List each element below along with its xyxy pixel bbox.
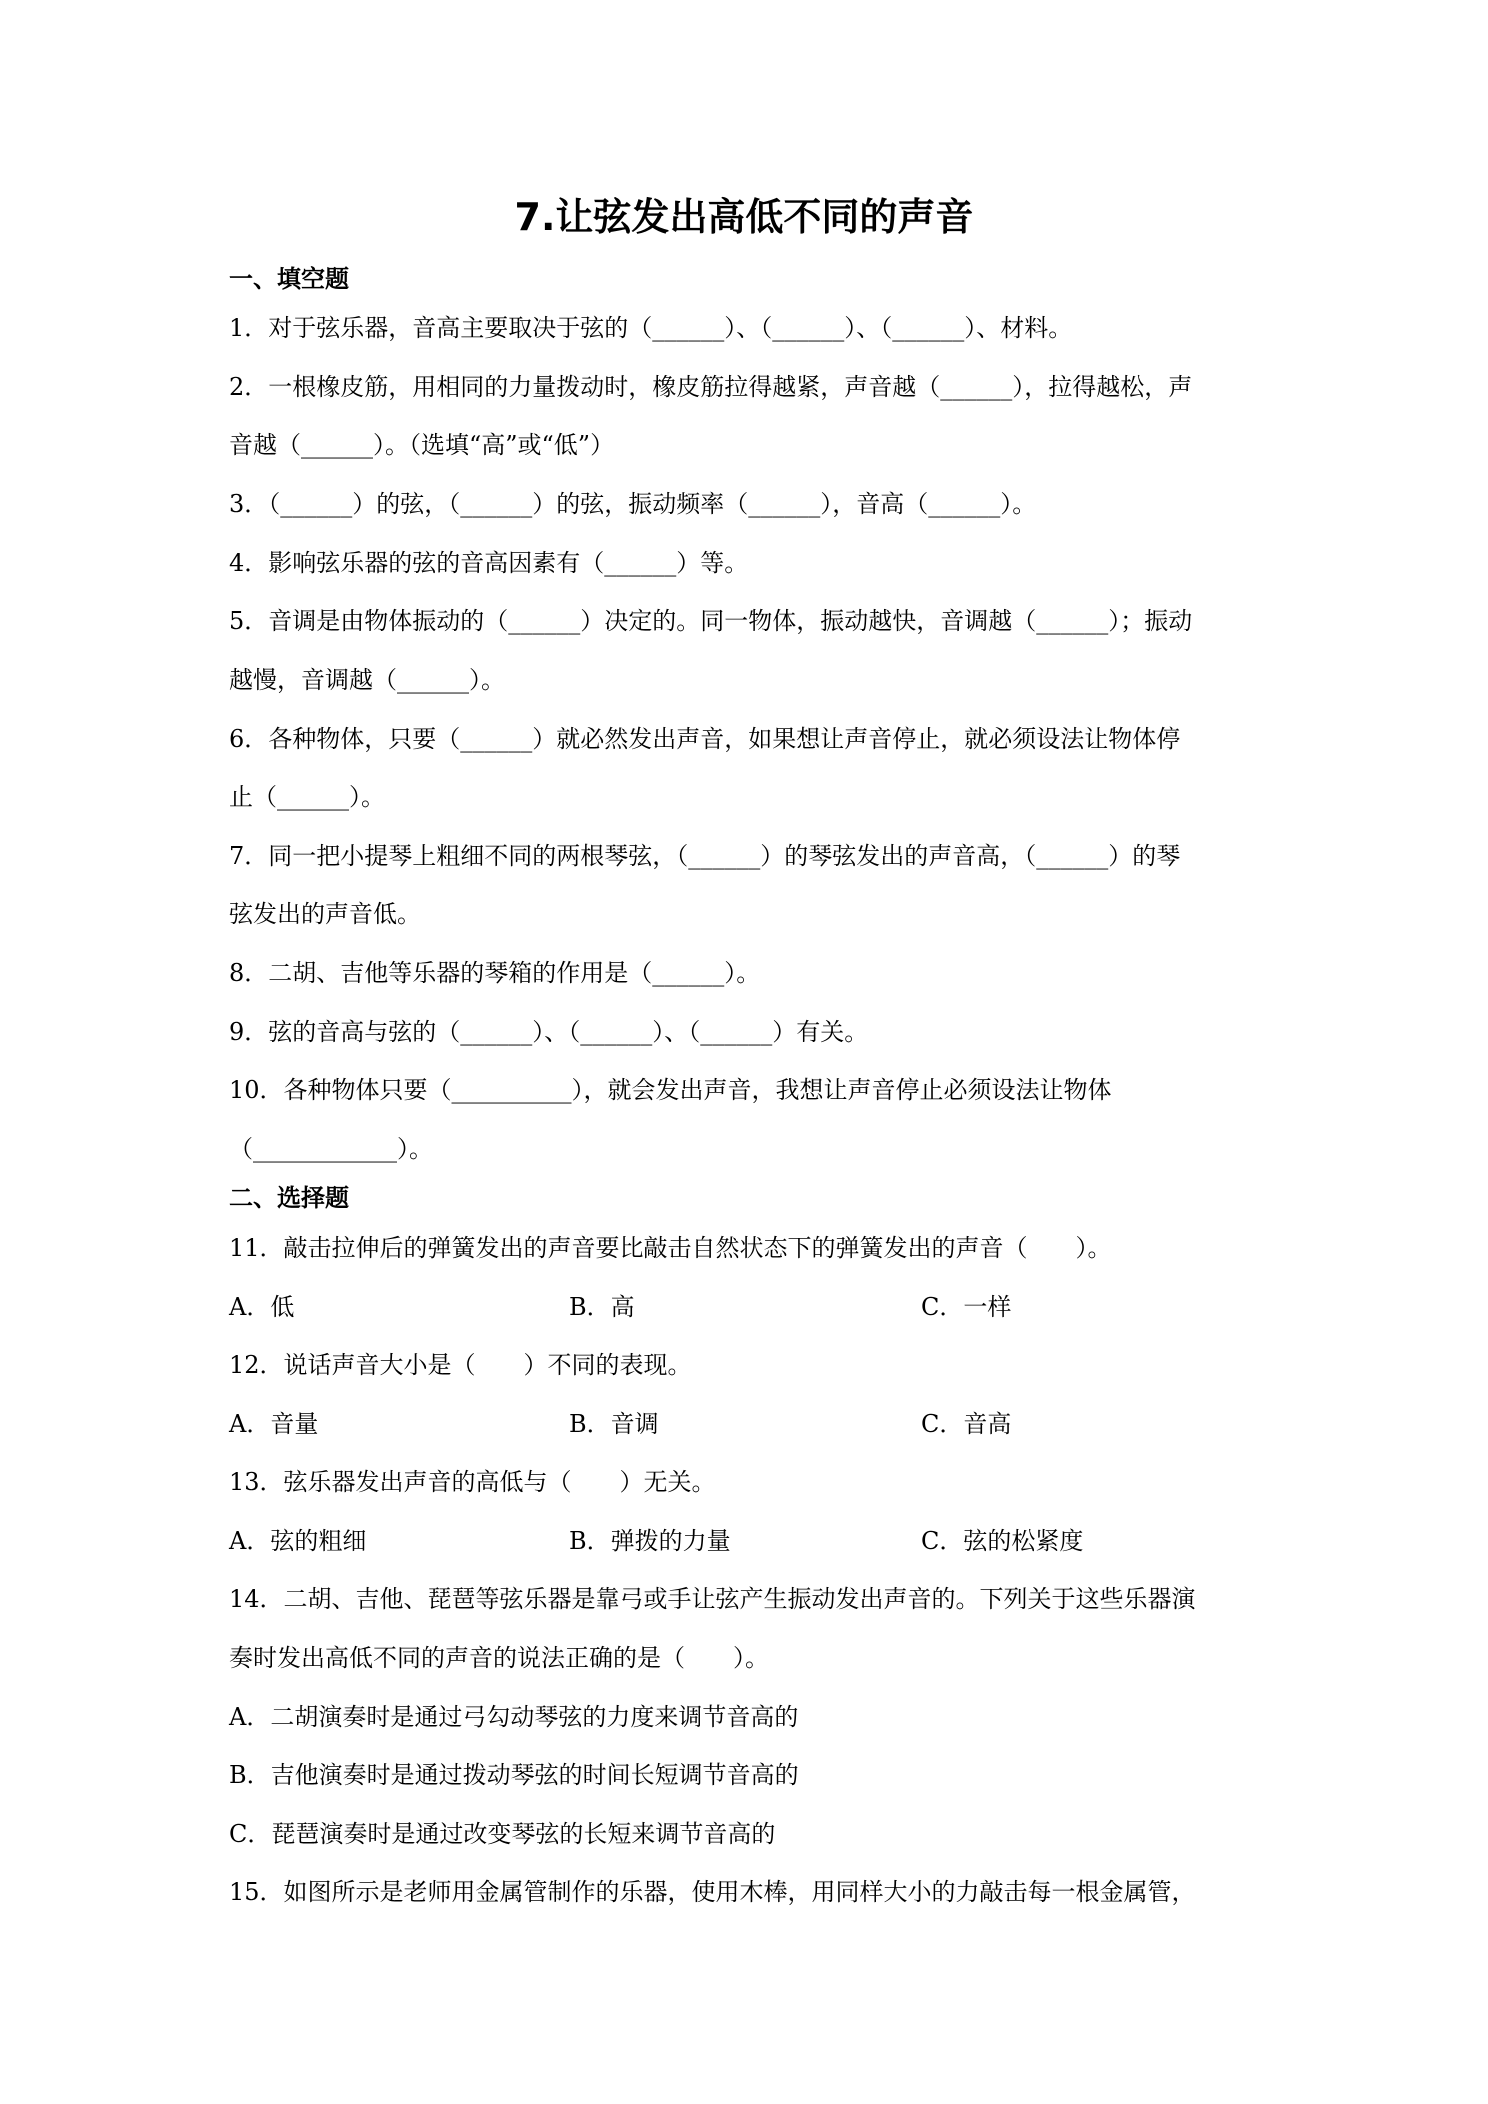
- question-line: 3．（______）的弦，（______）的弦，振动频率（______），音高（______）。: [229, 490, 1037, 518]
- question-line: 9．弦的音高与弦的（______）、（______）、（______）有关。: [229, 1018, 869, 1046]
- option-c: C．琵琶演奏时是通过改变琴弦的长短来调节音高的: [229, 1820, 776, 1848]
- option-b: B．吉他演奏时是通过拨动琴弦的时间长短调节音高的: [229, 1761, 799, 1789]
- option-a: A．音量: [229, 1410, 319, 1438]
- question-line: （____________）。: [229, 1135, 433, 1163]
- question-line: 8．二胡、吉他等乐器的琴箱的作用是（______）。: [229, 959, 761, 987]
- page-title: 7.让弦发出高低不同的声音: [514, 195, 974, 239]
- question-stem: 13．弦乐器发出声音的高低与（ ）无关。: [229, 1468, 716, 1496]
- option-c: C．弦的松紧度: [921, 1527, 1084, 1555]
- option-a: A．二胡演奏时是通过弓勾动琴弦的力度来调节音高的: [229, 1703, 799, 1731]
- question-line: 4．影响弦乐器的弦的音高因素有（______）等。: [229, 549, 749, 577]
- section-heading-choice: 二、选择题: [229, 1184, 349, 1212]
- question-stem: 奏时发出高低不同的声音的说法正确的是（ ）。: [229, 1644, 769, 1672]
- question-stem: 14．二胡、吉他、琵琶等弦乐器是靠弓或手让弦产生振动发出声音的。下列关于这些乐器演: [229, 1585, 1196, 1613]
- question-stem: 15．如图所示是老师用金属管制作的乐器，使用木棒，用同样大小的力敲击每一根金属管，: [229, 1878, 1196, 1906]
- question-line: 1．对于弦乐器，音高主要取决于弦的（______）、（______）、（______）、材料。: [229, 314, 1073, 342]
- question-stem: 12．说话声音大小是（ ）不同的表现。: [229, 1351, 692, 1379]
- question-line: 2．一根橡皮筋，用相同的力量拨动时，橡皮筋拉得越紧，声音越（______），拉得越松，声: [229, 373, 1193, 401]
- question-stem: 11．敲击拉伸后的弹簧发出的声音要比敲击自然状态下的弹簧发出的声音（ ）。: [229, 1234, 1112, 1262]
- question-line: 止（______）。: [229, 783, 385, 811]
- section-heading-fill: 一、填空题: [229, 265, 349, 293]
- question-line: 音越（______）。（选填“高”或“低”）: [229, 431, 615, 459]
- option-b: B．音调: [569, 1410, 659, 1438]
- option-a: A．弦的粗细: [229, 1527, 367, 1555]
- question-line: 5．音调是由物体振动的（______）决定的。同一物体，振动越快，音调越（______）；振动: [229, 607, 1193, 635]
- question-line: 弦发出的声音低。: [229, 900, 421, 928]
- option-c: C．一样: [921, 1293, 1012, 1321]
- question-line: 越慢，音调越（______）。: [229, 666, 505, 694]
- option-b: B．高: [569, 1293, 635, 1321]
- option-a: A．低: [229, 1293, 295, 1321]
- question-line: 6．各种物体，只要（______）就必然发出声音，如果想让声音停止，就必须设法让物体停: [229, 725, 1181, 753]
- option-c: C．音高: [921, 1410, 1012, 1438]
- option-b: B．弹拨的力量: [569, 1527, 731, 1555]
- question-line: 7．同一把小提琴上粗细不同的两根琴弦，（______）的琴弦发出的声音高，（______）的琴: [229, 842, 1181, 870]
- question-line: 10．各种物体只要（__________），就会发出声音，我想让声音停止必须设法让物体: [229, 1076, 1112, 1104]
